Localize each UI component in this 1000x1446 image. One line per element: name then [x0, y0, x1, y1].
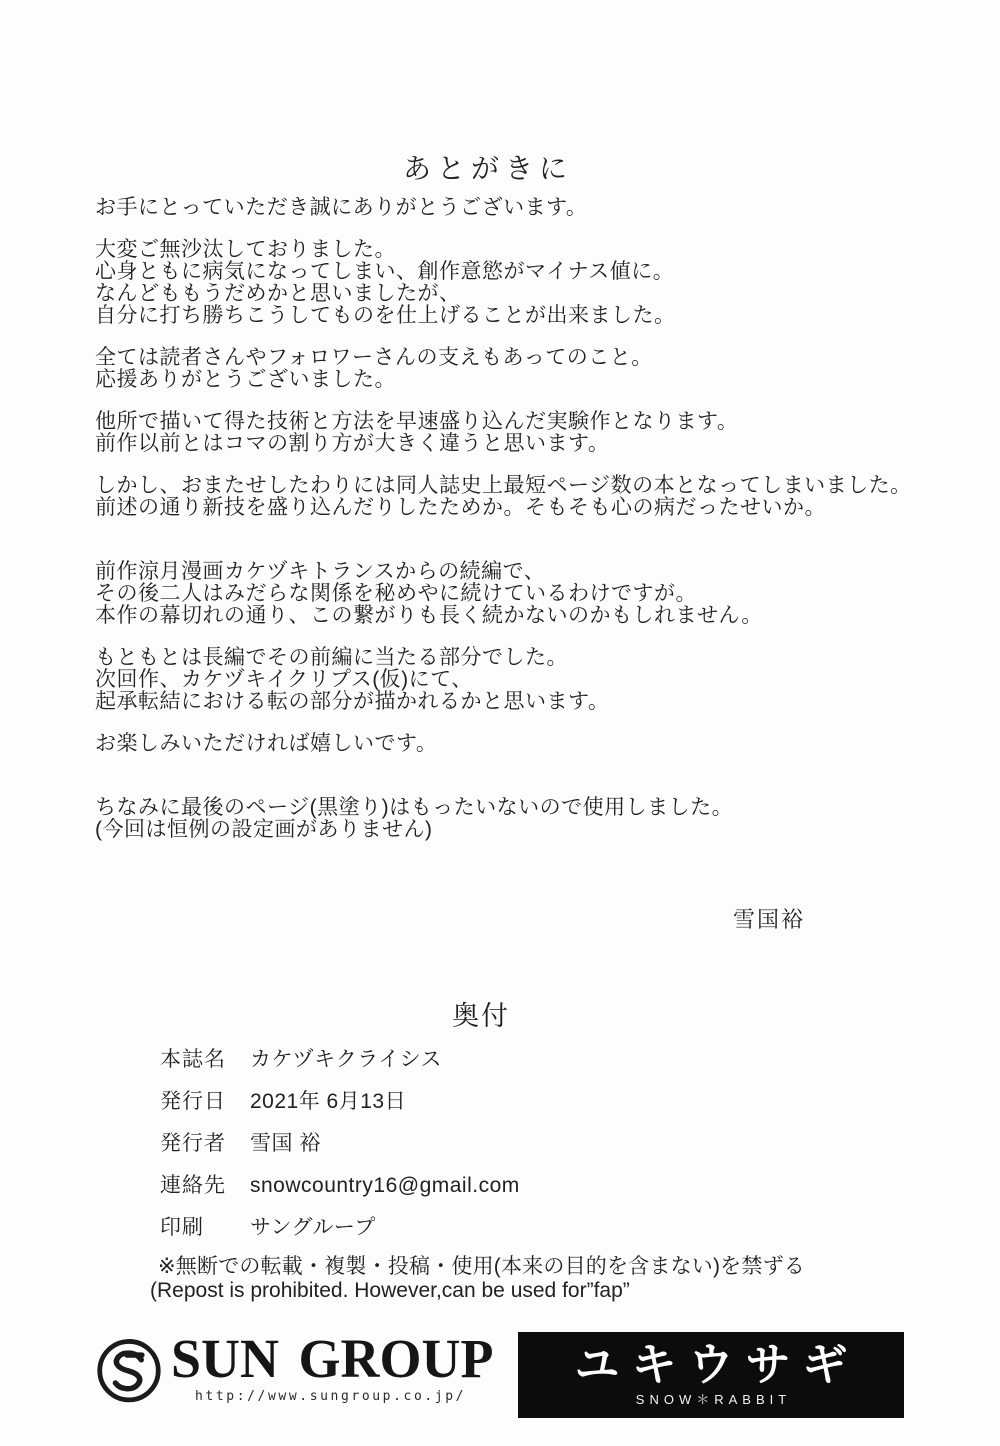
usage-notice-en: (Repost is prohibited. However,can be used for”fap”	[150, 1278, 630, 1302]
afterword-line: 大変ご無沙汰しておりました。	[95, 238, 396, 261]
paragraph	[95, 197, 970, 219]
colophon-rows	[160, 1048, 520, 1258]
afterword-line: 前述の通り新技を盛り込んだりしたためか。そもそも心の病だったせいか。	[95, 496, 826, 519]
afterword-line: もともとは長編でその前編に当たる部分でした。	[95, 646, 568, 669]
colophon-row-date	[160, 1090, 520, 1113]
afterword-line: 次回作、カケヅキイクリプス(仮)にて、	[95, 668, 473, 691]
colophon-row-contact	[160, 1174, 520, 1197]
afterword-line: しかし、おまたせしたわりには同人誌史上最短ページ数の本となってしまいました。	[95, 474, 912, 497]
colophon-label: 連絡先	[160, 1174, 226, 1197]
afterword-line: その後二人はみだらな関係を秘めやに続けているわけですが。	[95, 582, 697, 605]
colophon-email: snowcountry16@gmail.com	[250, 1174, 520, 1197]
sun-group-url: http://www.sungroup.co.jp/	[195, 1389, 467, 1404]
afterword-line: 前作涼月漫画カケヅキトランスからの続編で、	[95, 560, 546, 583]
paragraph	[95, 733, 970, 755]
colophon-row-printer	[160, 1216, 520, 1239]
colophon-value: 雪国 裕	[250, 1132, 321, 1155]
afterword-line: 心身ともに病気になってしまい、創作意慾がマイナス値に。	[95, 260, 675, 283]
sun-group-name: SUN GROUP	[171, 1327, 494, 1390]
colophon-label: 本誌名	[160, 1048, 226, 1071]
afterword-line: 全ては読者さんやフォロワーさんの支えもあってのこと。	[95, 346, 653, 369]
snow-rabbit-name: ユキウサギ	[574, 1339, 860, 1390]
colophon-row-publisher	[160, 1132, 520, 1155]
colophon-title: 奥付	[452, 1001, 510, 1031]
afterword-line: 本作の幕切れの通り、この繋がりも長く続かないのかもしれません。	[95, 604, 763, 627]
afterword-line: ちなみに最後のページ(黒塗り)はもったいないので使用しました。	[95, 796, 734, 819]
afterword-line: 応援ありがとうございました。	[95, 368, 396, 391]
colophon-value: サングループ	[250, 1216, 376, 1239]
afterword-line: 前作以前とはコマの割り方が大きく違うと思います。	[95, 432, 610, 455]
paragraph	[95, 347, 970, 391]
author-signature: 雪国裕	[733, 907, 806, 932]
afterword-line: なんどももうだめかと思いましたが、	[95, 282, 461, 305]
paragraph	[95, 561, 970, 627]
colophon-label: 印刷	[160, 1216, 204, 1239]
paragraph	[95, 647, 970, 713]
afterword-line: 起承転結における転の部分が描かれるかと思います。	[95, 690, 610, 713]
snow-rabbit-logo	[518, 1332, 904, 1418]
paragraph	[95, 239, 970, 327]
colophon-row-title	[160, 1048, 520, 1071]
afterword-body	[95, 197, 970, 861]
sun-group-circle-icon	[95, 1334, 163, 1411]
paragraph	[95, 475, 970, 519]
afterword-line: 他所で描いて得た技術と方法を早速盛り込んだ実験作となります。	[95, 410, 739, 433]
colophon-value: カケヅキクライシス	[250, 1048, 443, 1071]
sun-group-text	[171, 1327, 494, 1404]
paragraph	[95, 411, 970, 455]
usage-notice	[150, 1255, 805, 1302]
afterword-line: 自分に打ち勝ちこうしてものを仕上げることが出来ました。	[95, 304, 676, 327]
sun-group-logo	[95, 1327, 494, 1411]
afterword-line: お手にとっていただき誠にありがとうございます。	[95, 196, 588, 219]
paragraph	[95, 797, 970, 841]
afterword-line: お楽しみいただければ嬉しいです。	[95, 732, 438, 755]
usage-notice-jp: ※無断での転載・複製・投稿・使用(本来の目的を含まない)を禁ずる	[158, 1255, 805, 1278]
colophon-value: 2021年 6月13日	[250, 1090, 407, 1113]
afterword-title: あとがきに	[402, 153, 573, 184]
colophon-label: 発行日	[160, 1090, 226, 1113]
afterword-line: (今回は恒例の設定画がありません)	[95, 818, 433, 841]
colophon-label: 発行者	[160, 1132, 226, 1155]
snow-rabbit-subtitle: SNOW＊RABBIT	[635, 1392, 792, 1407]
